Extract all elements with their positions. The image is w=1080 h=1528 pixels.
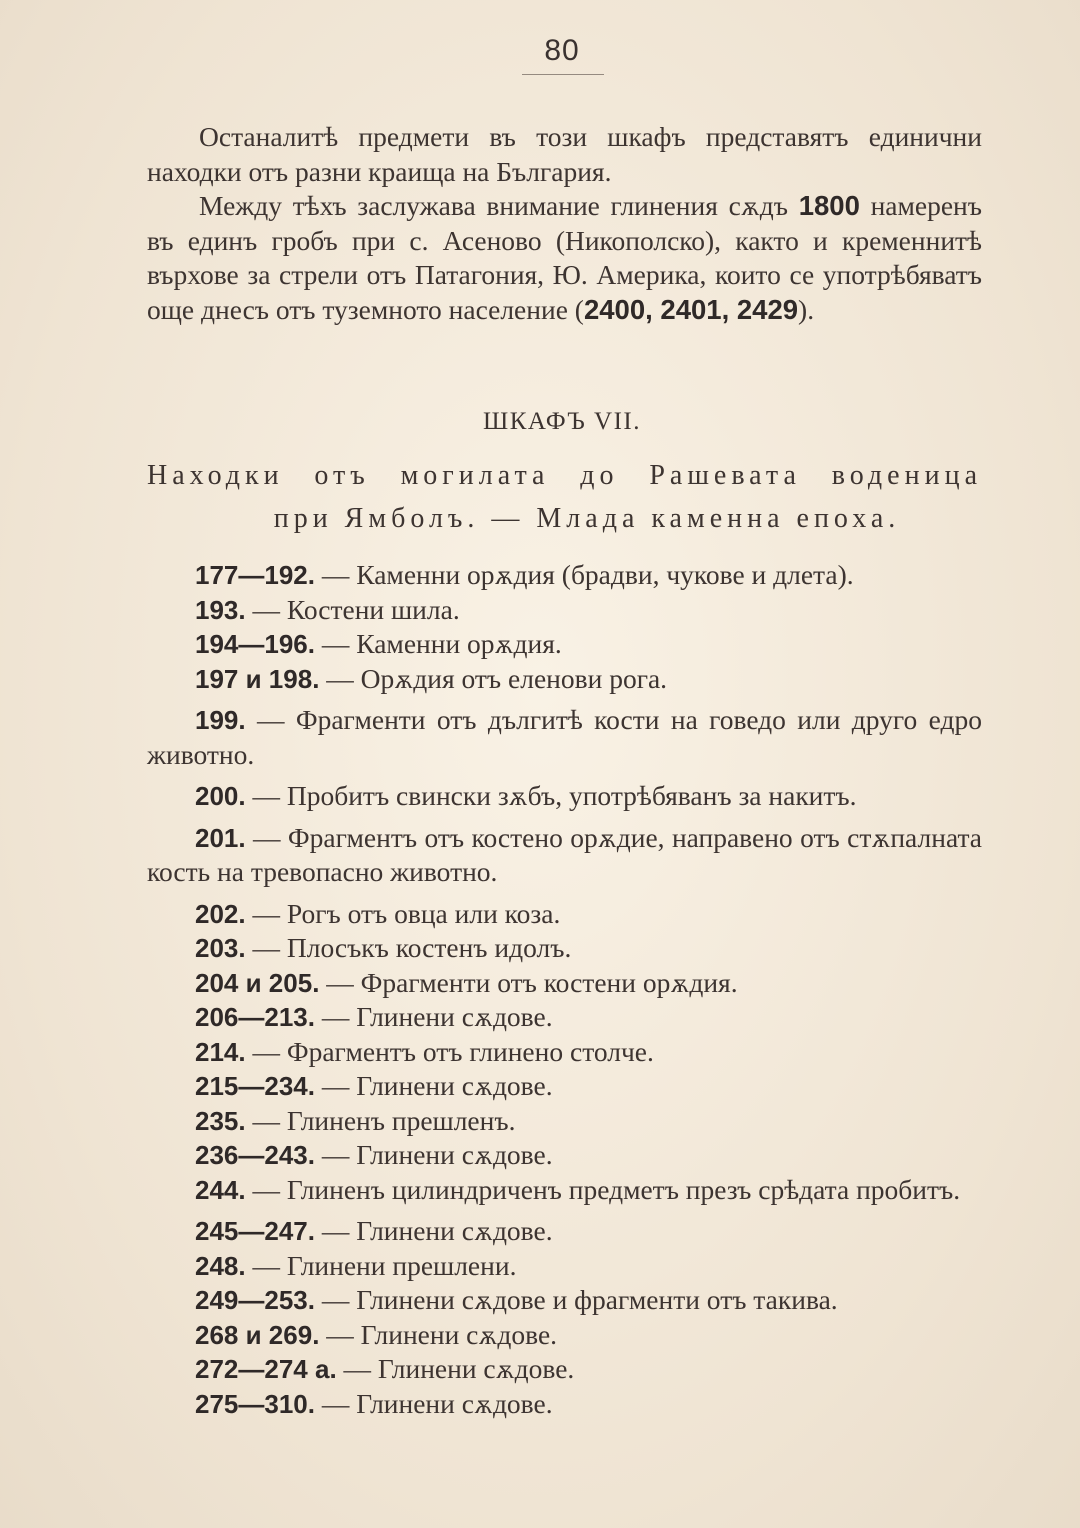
catalog-entry [147, 627, 982, 662]
entry-text: — Глинени сѫдове и фрагменти отъ такива. [314, 1284, 838, 1315]
intro-paragraph-1: Останалитѣ предмети въ този шкафъ представятъ единични находки отъ разни краища на България. [147, 121, 982, 187]
section-heading: ШКАФЪ VII. [483, 408, 641, 435]
catalog-entry [147, 662, 982, 697]
catalog-entry [147, 821, 982, 890]
entry-text: — Глинени прешлени. [245, 1249, 517, 1281]
catalog-entry [147, 1035, 982, 1070]
entry-text: — Орѫдия отъ еленови рога. [319, 662, 668, 694]
catalog-entry [147, 1214, 982, 1249]
catalog-entry [147, 1138, 982, 1173]
catalog-entry [147, 1249, 982, 1284]
entry-text: — Костени шила. [245, 593, 460, 625]
entry-number: 203. [195, 933, 246, 963]
entry-text: — Глиненъ цилиндриченъ предметъ презъ срѣдата пробитъ. [245, 1173, 961, 1205]
catalog-entries [147, 558, 982, 1421]
catalog-entry [147, 1352, 982, 1387]
entry-text: — Глинени сѫдове. [314, 1139, 553, 1170]
entry-number: 249—253. [195, 1285, 315, 1315]
catalog-entry [147, 703, 982, 772]
catalog-entry [147, 1387, 982, 1422]
entry-number: 199. [195, 705, 246, 735]
catalog-entry [147, 966, 982, 1001]
entry-number: 235. [195, 1105, 246, 1136]
catalog-number-1800: 1800 [798, 190, 860, 222]
catalog-entry [147, 779, 982, 814]
entry-number: 194—196. [195, 629, 315, 659]
catalog-entry [147, 593, 982, 628]
entry-number: 202. [195, 898, 246, 929]
entry-text: — Плосъкъ костенъ идолъ. [245, 932, 572, 963]
catalog-entry [147, 897, 982, 932]
page-number: 80 [544, 34, 580, 67]
entry-text: — Каменни орѫдия. [314, 628, 562, 659]
entry-number: 206—213. [195, 1002, 315, 1032]
entry-text: — Пробитъ свински зѫбъ, употрѣбяванъ за накитъ. [245, 780, 857, 811]
entry-text: — Глинени сѫдове. [314, 1387, 553, 1419]
intro-p2-text-b: намеренъ въ единъ гробъ при с. Асеново (Никополско), както и кременнитѣ върхове за стрели отъ Патагония, Ю. Америка, които се употрѣбяватъ още днесъ отъ туземното население ( [147, 190, 982, 325]
entry-number: 268 и 269. [195, 1319, 320, 1350]
entry-number: 275—310. [195, 1388, 315, 1419]
catalog-entry [147, 1000, 982, 1035]
entry-text: — Глинени сѫдове. [336, 1353, 575, 1384]
intro-section [147, 120, 982, 328]
entry-text: — Глинени сѫдове. [319, 1318, 558, 1350]
entry-text: — Глиненъ прешленъ. [245, 1104, 516, 1136]
entry-text: — Фрагменти отъ дългитѣ кости на говедо или друго едро животно. [147, 704, 982, 770]
entry-number: 193. [195, 594, 246, 625]
catalog-entry [147, 1283, 982, 1318]
entry-text: — Глинени сѫдове. [314, 1215, 553, 1246]
entry-text: — Фрагменти отъ костени орѫдия. [319, 966, 738, 998]
intro-paragraph-2 [147, 189, 982, 327]
section-subtitle-line-1: Находки отъ могилата до Рашевата воденица [147, 460, 982, 491]
entry-text: — Глинени сѫдове. [314, 1070, 553, 1101]
catalog-entry [147, 1173, 982, 1208]
entry-number: 244. [195, 1174, 246, 1205]
entry-number: 248. [195, 1250, 246, 1281]
entry-text: — Фрагментъ отъ глинено столче. [245, 1035, 654, 1067]
catalog-entry [147, 1104, 982, 1139]
entry-text: — Глинени сѫдове. [314, 1001, 553, 1032]
entry-number: 197 и 198. [195, 663, 320, 694]
catalog-entry [147, 1318, 982, 1353]
entry-number: 204 и 205. [195, 967, 320, 998]
catalog-numbers-patagonia: 2400, 2401, 2429 [583, 293, 799, 325]
entry-number: 245—247. [195, 1216, 315, 1246]
section-subtitle-line-2: при Ямболъ. — Млада каменна епоха. [273, 503, 901, 534]
entry-text: — Фрагментъ отъ костено орѫдие, направено отъ стѫпалната кость на тревопасно животно. [147, 821, 982, 887]
entry-number: 200. [195, 781, 246, 811]
intro-p2-text-c: ). [798, 293, 815, 325]
catalog-entry [147, 1069, 982, 1104]
entry-number: 177—192. [195, 560, 315, 590]
entry-number: 214. [195, 1036, 246, 1067]
entry-text: — Каменни орѫдия (брадви, чукове и длета). [314, 559, 854, 590]
page-number-rule [522, 74, 604, 75]
entry-number: 236—243. [195, 1140, 315, 1170]
entry-number: 201. [195, 822, 246, 853]
entry-text: — Рогъ отъ овца или коза. [245, 897, 561, 929]
entry-number: 272—274 а. [195, 1354, 337, 1384]
entry-number: 215—234. [195, 1071, 315, 1101]
intro-p2-text-a: Между тѣхъ заслужава внимание глинения сѫдъ [199, 190, 799, 222]
catalog-entry [147, 558, 982, 593]
catalog-entry [147, 931, 982, 966]
